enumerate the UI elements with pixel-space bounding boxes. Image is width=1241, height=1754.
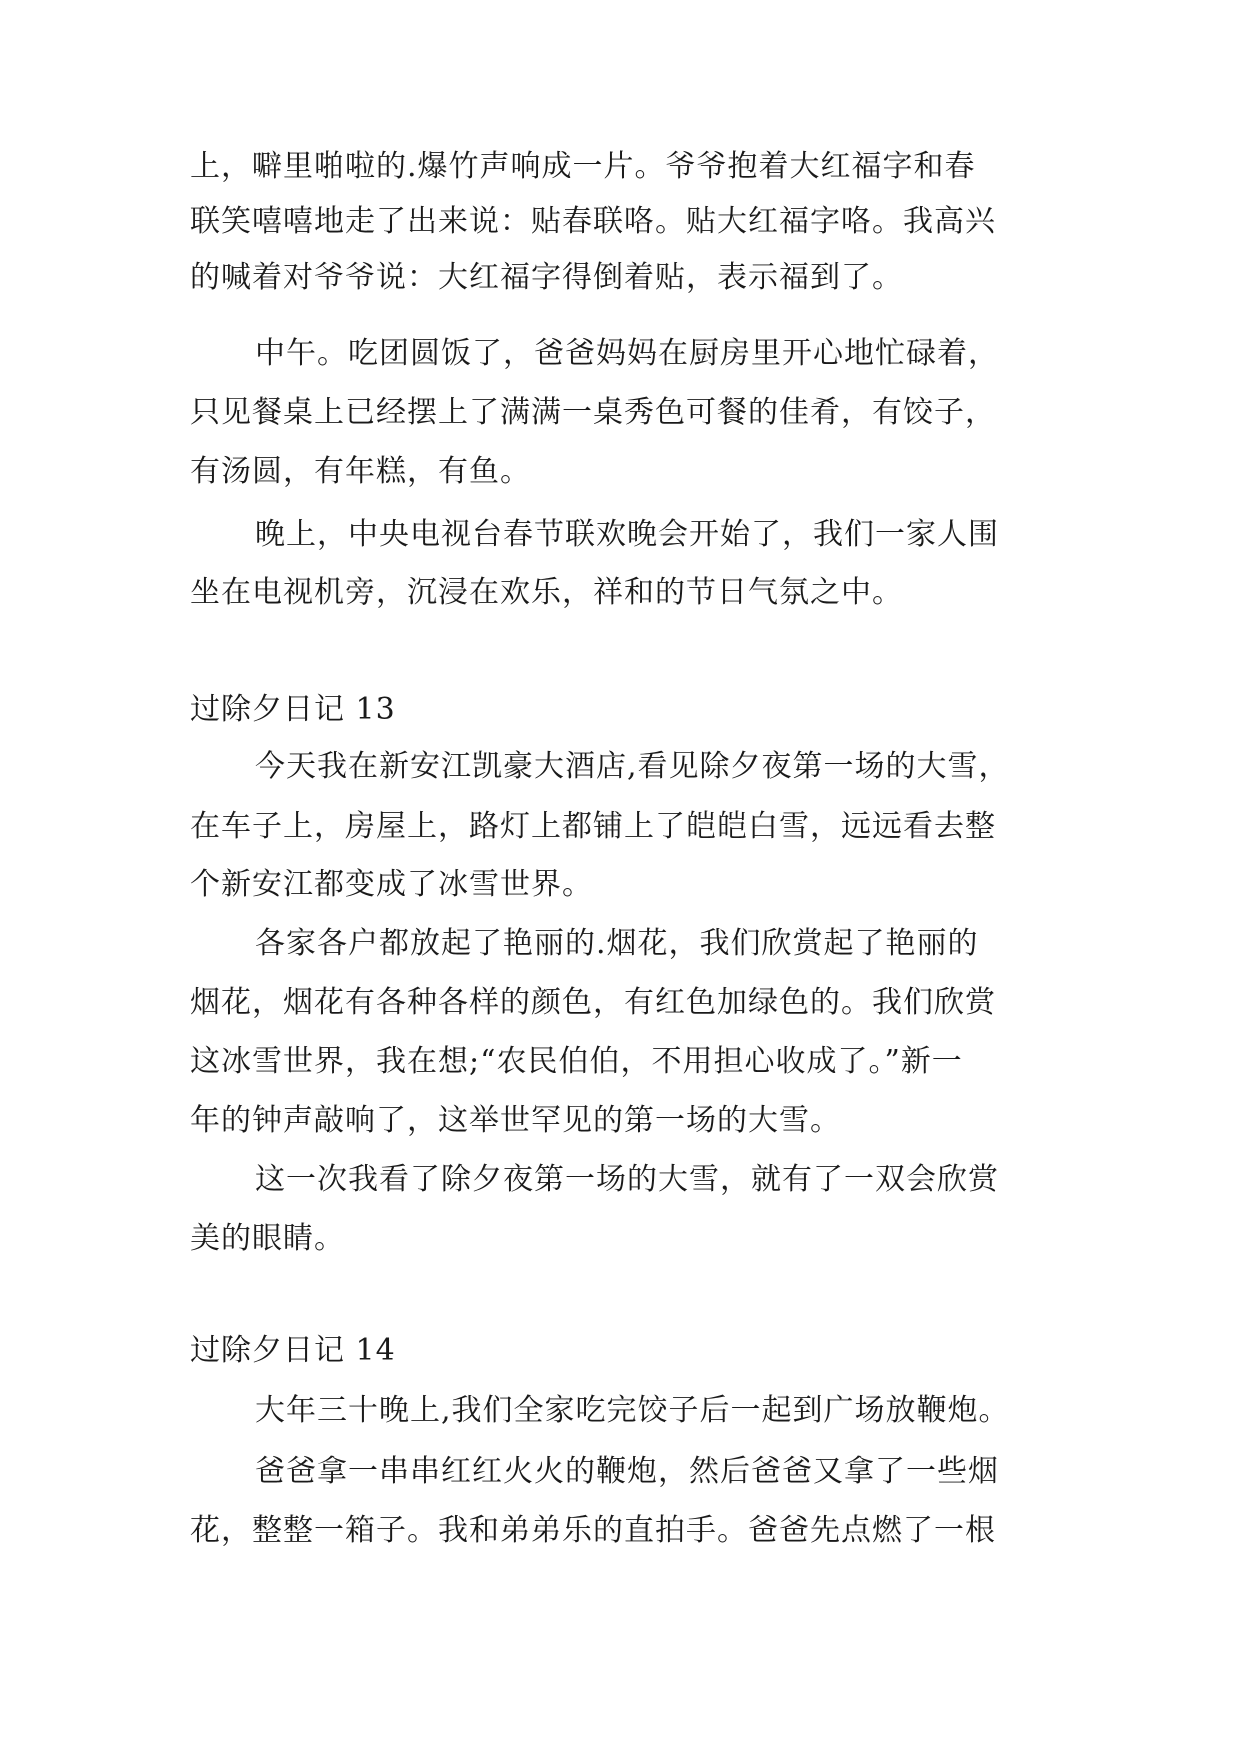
paragraph-line: 晚上，中央电视台春节联欢晚会开始了，我们一家人围 — [255, 517, 999, 552]
paragraph-line: 这一次我看了除夕夜第一场的大雪，就有了一双会欣赏 — [255, 1162, 999, 1197]
paragraph-line: 个新安江都变成了冰雪世界。 — [190, 867, 593, 902]
paragraph-line: 花，整整一箱子。我和弟弟乐的直拍手。爸爸先点燃了一根 — [190, 1513, 996, 1548]
section-heading: 过除夕日记 13 — [190, 692, 396, 727]
paragraph-line: 大年三十晚上,我们全家吃完饺子后一起到广场放鞭炮。 — [255, 1393, 1010, 1428]
paragraph-line: 有汤圆，有年糕，有鱼。 — [190, 454, 531, 489]
paragraph-line: 各家各户都放起了艳丽的.烟花，我们欣赏起了艳丽的 — [255, 926, 979, 961]
paragraph-line: 爸爸拿一串串红红火火的鞭炮，然后爸爸又拿了一些烟 — [255, 1454, 999, 1489]
paragraph-line: 这冰雪世界，我在想;“农民伯伯，不用担心收成了。”新一 — [190, 1044, 963, 1079]
paragraph-line: 中午。吃团圆饭了，爸爸妈妈在厨房里开心地忙碌着， — [255, 336, 999, 371]
paragraph-line: 联笑嘻嘻地走了出来说：贴春联咯。贴大红福字咯。我高兴 — [190, 204, 996, 239]
paragraph-line: 美的眼睛。 — [190, 1221, 345, 1256]
paragraph-line: 坐在电视机旁，沉浸在欢乐，祥和的节日气氛之中。 — [190, 575, 903, 610]
paragraph-line: 的喊着对爷爷说：大红福字得倒着贴，表示福到了。 — [190, 260, 903, 295]
paragraph-line: 烟花，烟花有各种各样的颜色，有红色加绿色的。我们欣赏 — [190, 985, 996, 1020]
paragraph-line: 只见餐桌上已经摆上了满满一桌秀色可餐的佳肴，有饺子， — [190, 395, 996, 430]
paragraph-line: 在车子上，房屋上，路灯上都铺上了皑皑白雪，远远看去整 — [190, 809, 996, 844]
paragraph-line: 年的钟声敲响了，这举世罕见的第一场的大雪。 — [190, 1103, 841, 1138]
section-heading: 过除夕日记 14 — [190, 1333, 396, 1368]
paragraph-line: 上，噼里啪啦的.爆竹声响成一片。爷爷抱着大红福字和春 — [190, 149, 976, 184]
paragraph-line: 今天我在新安江凯豪大酒店,看见除夕夜第一场的大雪， — [255, 749, 1010, 784]
